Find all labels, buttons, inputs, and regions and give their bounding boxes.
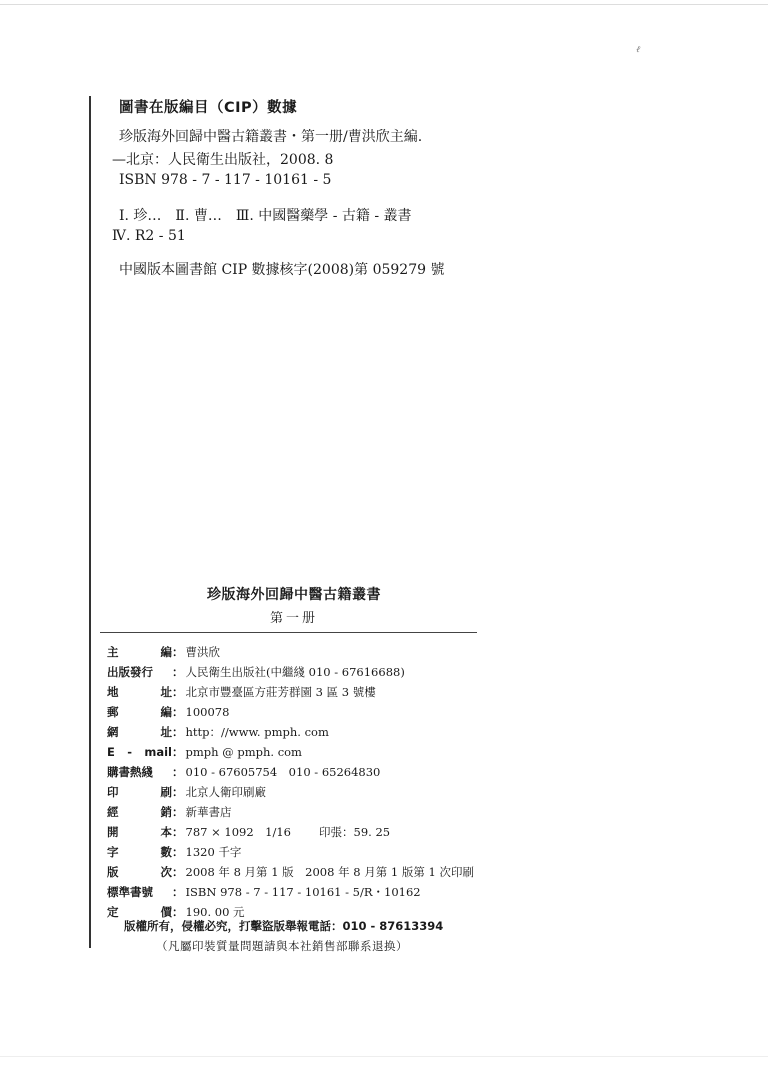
cip-line-publisher: —北京：人民衛生出版社，2008. 8	[112, 152, 334, 168]
colophon-colon: ：	[172, 685, 184, 699]
colophon-label	[107, 704, 172, 720]
cip-line-isbn: ISBN 978 - 7 - 117 - 10161 - 5	[119, 172, 332, 188]
colophon-value: 787 × 1092 1/16	[185, 825, 291, 839]
colophon-colon: ：	[172, 905, 184, 919]
colophon-colon: ：	[172, 785, 184, 799]
colophon-table	[107, 642, 474, 922]
colophon-row	[107, 842, 474, 862]
colophon-label	[107, 784, 172, 800]
colophon-value: http：//www. pmph. com	[185, 725, 329, 739]
colophon-value: 100078	[185, 705, 230, 719]
colophon-label-part: 網	[107, 725, 119, 739]
colophon-row	[107, 822, 474, 842]
colophon-label	[107, 684, 172, 700]
book-volume: 第一册	[269, 611, 318, 626]
cip-line-classification: Ⅳ. R2 - 51	[112, 228, 186, 244]
colophon-colon: ：	[172, 745, 184, 759]
colophon-label-part: 郵	[107, 705, 119, 719]
colophon-row	[107, 882, 474, 902]
colophon-label-part: 定	[107, 905, 119, 919]
colophon-label-part: 出版發行	[107, 665, 153, 679]
colophon-label	[107, 664, 172, 680]
colophon-value: 2008 年 8 月第 1 版 2008 年 8 月第 1 版第 1 次印刷	[185, 865, 474, 879]
colophon-colon: ：	[172, 665, 184, 679]
colophon-label-part: 印	[107, 785, 119, 799]
colophon-value: 新華書店	[185, 805, 232, 819]
colophon-row	[107, 722, 474, 742]
colophon-value: ISBN 978 - 7 - 117 - 10161 - 5/R・10162	[185, 885, 421, 899]
cip-line-record-number: 中國版本圖書館 CIP 數據核字(2008)第 059279 號	[119, 262, 445, 278]
colophon-label	[107, 724, 172, 740]
colophon-label	[107, 864, 172, 880]
cip-line-subjects: Ⅰ. 珍… Ⅱ. 曹… Ⅲ. 中國醫藥學 - 古籍 - 叢書	[119, 208, 412, 224]
colophon-colon: ：	[172, 725, 184, 739]
colophon-row	[107, 762, 474, 782]
colophon-label-part: 次	[160, 865, 172, 879]
colophon-colon: ：	[172, 845, 184, 859]
colophon-row	[107, 862, 474, 882]
colophon-label-part: 主	[107, 645, 119, 659]
scan-bottom-edge	[0, 1056, 768, 1057]
colophon-value: 190. 00 元	[185, 905, 245, 919]
book-title: 珍版海外回歸中醫古籍叢書	[207, 587, 381, 603]
colophon-label-part: E	[107, 745, 115, 759]
colophon-row	[107, 642, 474, 662]
rights-notice: 版權所有，侵權必究，打擊盜版舉報電話：010 - 87613394	[124, 919, 444, 933]
colophon-colon: ：	[172, 705, 184, 719]
colophon-row	[107, 682, 474, 702]
colophon-label-part: 址	[160, 725, 172, 739]
colophon-label	[107, 824, 172, 840]
scan-top-edge	[0, 4, 768, 5]
colophon-colon: ：	[172, 805, 184, 819]
colophon-label-part: 經	[107, 805, 119, 819]
colophon-label-part: 標準書號	[107, 885, 153, 899]
colophon-row	[107, 802, 474, 822]
colophon-label-part: 字	[107, 845, 119, 859]
colophon-label	[107, 884, 172, 900]
colophon-rule	[100, 632, 477, 633]
colophon-label	[107, 745, 172, 759]
colophon-colon: ：	[172, 765, 184, 779]
colophon-label	[107, 804, 172, 820]
colophon-label-part: 地	[107, 685, 119, 699]
colophon-colon: ：	[172, 825, 184, 839]
colophon-extra-value: 印張：59. 25	[319, 825, 391, 839]
colophon-colon: ：	[172, 885, 184, 899]
colophon-row	[107, 702, 474, 722]
colophon-row	[107, 782, 474, 802]
colophon-colon: ：	[172, 865, 184, 879]
colophon-colon: ：	[172, 645, 184, 659]
scan-speck: ℓ	[634, 44, 642, 56]
quality-note: （凡屬印裝質量問題請與本社銷售部聯系退换）	[156, 939, 408, 953]
colophon-label-part: 編	[160, 705, 172, 719]
colophon-label-part: 本	[160, 825, 172, 839]
colophon-label	[107, 644, 172, 660]
colophon-label	[107, 844, 172, 860]
cip-heading: 圖書在版編目（CIP）數據	[119, 100, 298, 116]
colophon-value: 010 - 67605754 010 - 65264830	[185, 765, 381, 779]
colophon-row	[107, 742, 474, 762]
colophon-label-part: 銷	[160, 805, 172, 819]
colophon-value: pmph @ pmph. com	[185, 745, 302, 759]
colophon-row	[107, 662, 474, 682]
colophon-label-part: mail	[144, 745, 172, 759]
colophon-label-part: 版	[107, 865, 119, 879]
margin-rule	[89, 96, 91, 948]
colophon-label-part: 數	[160, 845, 172, 859]
colophon-value: 北京市豐臺區方莊芳群園 3 區 3 號樓	[185, 685, 376, 699]
colophon-value: 人民衛生出版社(中繼綫 010 - 67616688)	[185, 665, 405, 679]
colophon-label-part: 編	[160, 645, 172, 659]
colophon-value: 曹洪欣	[185, 645, 220, 659]
colophon-value: 北京人衛印刷廠	[185, 785, 266, 799]
colophon-value: 1320 千字	[185, 845, 242, 859]
cip-line-title: 珍版海外回歸中醫古籍叢書・第一册/曹洪欣主編.	[119, 129, 423, 145]
colophon-label	[107, 764, 172, 780]
colophon-label-part: 刷	[160, 785, 172, 799]
colophon-label-part: -	[127, 745, 132, 759]
colophon-label-part: 購書熱綫	[107, 765, 153, 779]
colophon-label-part: 開	[107, 825, 119, 839]
colophon-label-part: 價	[160, 905, 172, 919]
colophon-label-part: 址	[160, 685, 172, 699]
